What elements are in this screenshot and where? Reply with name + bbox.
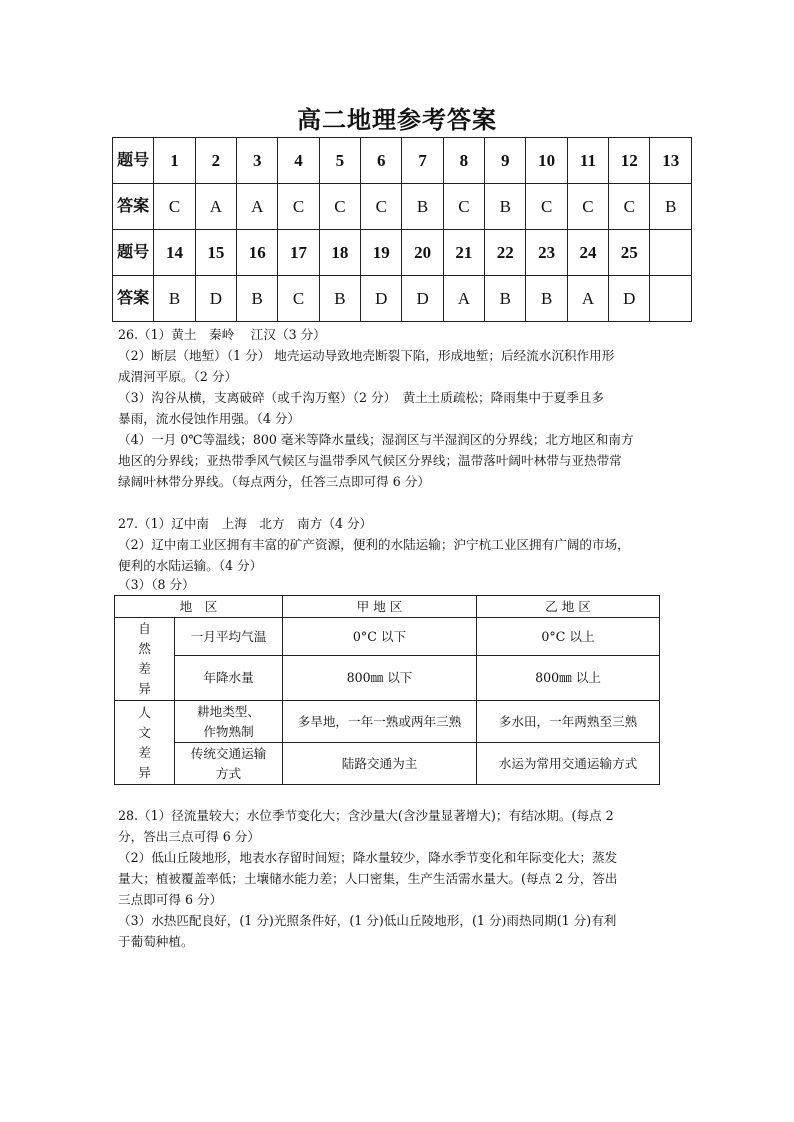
answer-cell: A [567,276,608,322]
label-char: 文 [138,724,151,740]
q28-line-1: 28.（1）径流量较大；水位季节变化大；含沙量大(含沙量显著增大)；有结冰期。(每点 2 [118,808,614,823]
q28-line-3: （2）低山丘陵地形，地表水存留时间短；降水量较少，降水季节变化和年际变化大；蒸发 [118,850,618,865]
answer-cell: B [485,184,526,230]
q27-line-2: （2）辽中南工业区拥有丰富的矿产资源，便利的水陆运输；沪宁杭工业区拥有广阔的市场， [118,537,630,552]
answer-cell: B [485,276,526,322]
question-number-cell: 18 [319,230,360,276]
label-char: 异 [138,681,151,696]
answer-cell: A [237,184,278,230]
answer-cell: D [195,276,236,322]
jia-january-temperature: 0°C 以下 [283,618,477,656]
comparison-header-row [115,596,660,618]
question-number-cell: 24 [567,230,608,276]
q26-line-2: （2）断层（地堑）（1 分） 地壳运动导致地壳断裂下陷，形成地堑；后经流水沉积作用形 [118,348,615,363]
answer-cell: B [319,276,360,322]
q26-line-3: 成渭河平原。（2 分） [118,369,238,384]
q26-line-4: （3）沟谷从横，支离破碎（或千沟万壑）（2 分） 黄土土质疏松；降雨集中于夏季且多 [118,390,604,405]
human-difference-label [115,701,175,785]
answer-cell: B [650,184,692,230]
comparison-row-farmland [115,701,660,743]
label-text: 题号 [117,244,150,261]
yi-january-temperature: 0°C 以上 [477,618,660,656]
answer-cell: B [154,276,195,322]
question-number-cell: 25 [609,230,650,276]
question-number-cell: 14 [154,230,195,276]
question-number-cell: 23 [526,230,567,276]
answer-cell: C [154,184,195,230]
region-comparison-table [114,595,660,785]
yi-farmland-type: 多水田，一年两熟至三熟 [477,701,660,743]
question-number-row-2 [113,230,692,276]
answer-row-2 [113,276,692,322]
answer-cell: C [361,184,402,230]
answer-cell [650,276,692,322]
answer-cell: C [278,276,319,322]
answer-cell: A [195,184,236,230]
question-number-cell: 2 [195,138,236,184]
q28-line-7: 于葡萄种植。 [118,934,194,949]
q26-line-1: 26.（1）黄土 秦岭 江汉（3 分） [118,327,326,342]
header-region: 地 区 [115,596,283,618]
answer-cell: B [237,276,278,322]
question-number-cell: 19 [361,230,402,276]
item-transport [175,743,283,785]
answer-cell: C [609,184,650,230]
answer-cell: B [526,276,567,322]
answer-cell: B [402,184,443,230]
comparison-row-transport [115,743,660,785]
comparison-row-temperature [115,618,660,656]
yi-transport: 水运为常用交通运输方式 [477,743,660,785]
q27-line-4: （3）（8 分） [118,577,195,592]
question-number-cell: 15 [195,230,236,276]
item-line: 作物熟制 [203,723,254,739]
natural-difference-label [115,618,175,701]
item-annual-precipitation: 年降水量 [175,656,283,701]
answer-cell: A [443,276,484,322]
question-number-cell: 13 [650,138,692,184]
label-text: 答案 [117,198,150,215]
header-region-jia: 甲 地 区 [283,596,477,618]
answer-cell: C [526,184,567,230]
question-number-label [113,138,154,184]
jia-transport: 陆路交通为主 [283,743,477,785]
question-number-cell: 12 [609,138,650,184]
question-number-cell: 20 [402,230,443,276]
answer-row-1 [113,184,692,230]
q27-line-1: 27.（1）辽中南 上海 北方 南方（4 分） [118,516,373,531]
question-number-cell: 1 [154,138,195,184]
question-number-label [113,230,154,276]
question-number-cell [650,230,692,276]
q26-line-5: 暴雨，流水侵蚀作用强。（4 分） [118,411,301,426]
q26-line-8: 绿阔叶林带分界线。（每点两分，任答三点即可得 6 分） [118,474,430,489]
q28-line-6: （3）水热匹配良好，(1 分)光照条件好，(1 分)低山丘陵地形，(1 分)雨热同期(1 分)有利 [118,913,617,928]
answer-cell: D [609,276,650,322]
multiple-choice-answer-table [112,137,692,322]
jia-farmland-type: 多旱地，一年一熟或两年三熟 [283,701,477,743]
jia-annual-precipitation: 800㎜ 以下 [283,656,477,701]
label-char: 异 [138,764,151,780]
item-january-temperature: 一月平均气温 [175,618,283,656]
label-char: 差 [138,744,151,760]
answer-label [113,276,154,322]
question-number-cell: 5 [319,138,360,184]
label-char: 人 [138,704,151,720]
answer-cell: C [319,184,360,230]
answer-cell: C [443,184,484,230]
q28-line-5: 三点即可得 6 分） [118,892,223,907]
answer-label [113,184,154,230]
q27-line-3: 便利的水陆运输。（4 分） [118,558,263,573]
q26-line-7: 地区的分界线；亚热带季风气候区与温带季风气候区分界线；温带落叶阔叶林带与亚热带常 [118,453,622,468]
q28-line-2: 分，答出三点可得 6 分） [118,829,260,844]
item-line: 方式 [215,765,242,781]
yi-annual-precipitation: 800㎜ 以上 [477,656,660,701]
page-title: 高二地理参考答案 [297,105,497,134]
question-number-cell: 3 [237,138,278,184]
question-number-cell: 17 [278,230,319,276]
label-char: 差 [138,661,151,676]
answer-cell: C [567,184,608,230]
question-number-row-1 [113,138,692,184]
question-number-cell: 10 [526,138,567,184]
question-number-cell: 22 [485,230,526,276]
item-line: 耕地类型、 [197,703,260,719]
question-number-cell: 7 [402,138,443,184]
question-number-cell: 21 [443,230,484,276]
answer-cell: D [402,276,443,322]
answer-cell: D [361,276,402,322]
q28-line-4: 量大；植被覆盖率低；土壤储水能力差；人口密集，生产生活需水量大。(每点 2 分，答出 [118,871,618,886]
comparison-row-precipitation [115,656,660,701]
item-farmland-type [175,701,283,743]
item-line: 传统交通运输 [190,745,267,761]
label-text: 题号 [117,152,150,169]
label-text: 答案 [117,290,150,307]
question-number-cell: 9 [485,138,526,184]
question-number-cell: 4 [278,138,319,184]
q26-line-6: （4）一月 0℃等温线；800 毫米等降水量线；湿润区与半湿润区的分界线；北方地区和南方 [118,432,634,447]
label-char: 然 [138,641,151,656]
question-number-cell: 8 [443,138,484,184]
answer-cell: C [278,184,319,230]
question-number-cell: 16 [237,230,278,276]
question-number-cell: 6 [361,138,402,184]
question-number-cell: 11 [567,138,608,184]
label-char: 自 [138,621,151,636]
header-region-yi: 乙 地 区 [477,596,660,618]
